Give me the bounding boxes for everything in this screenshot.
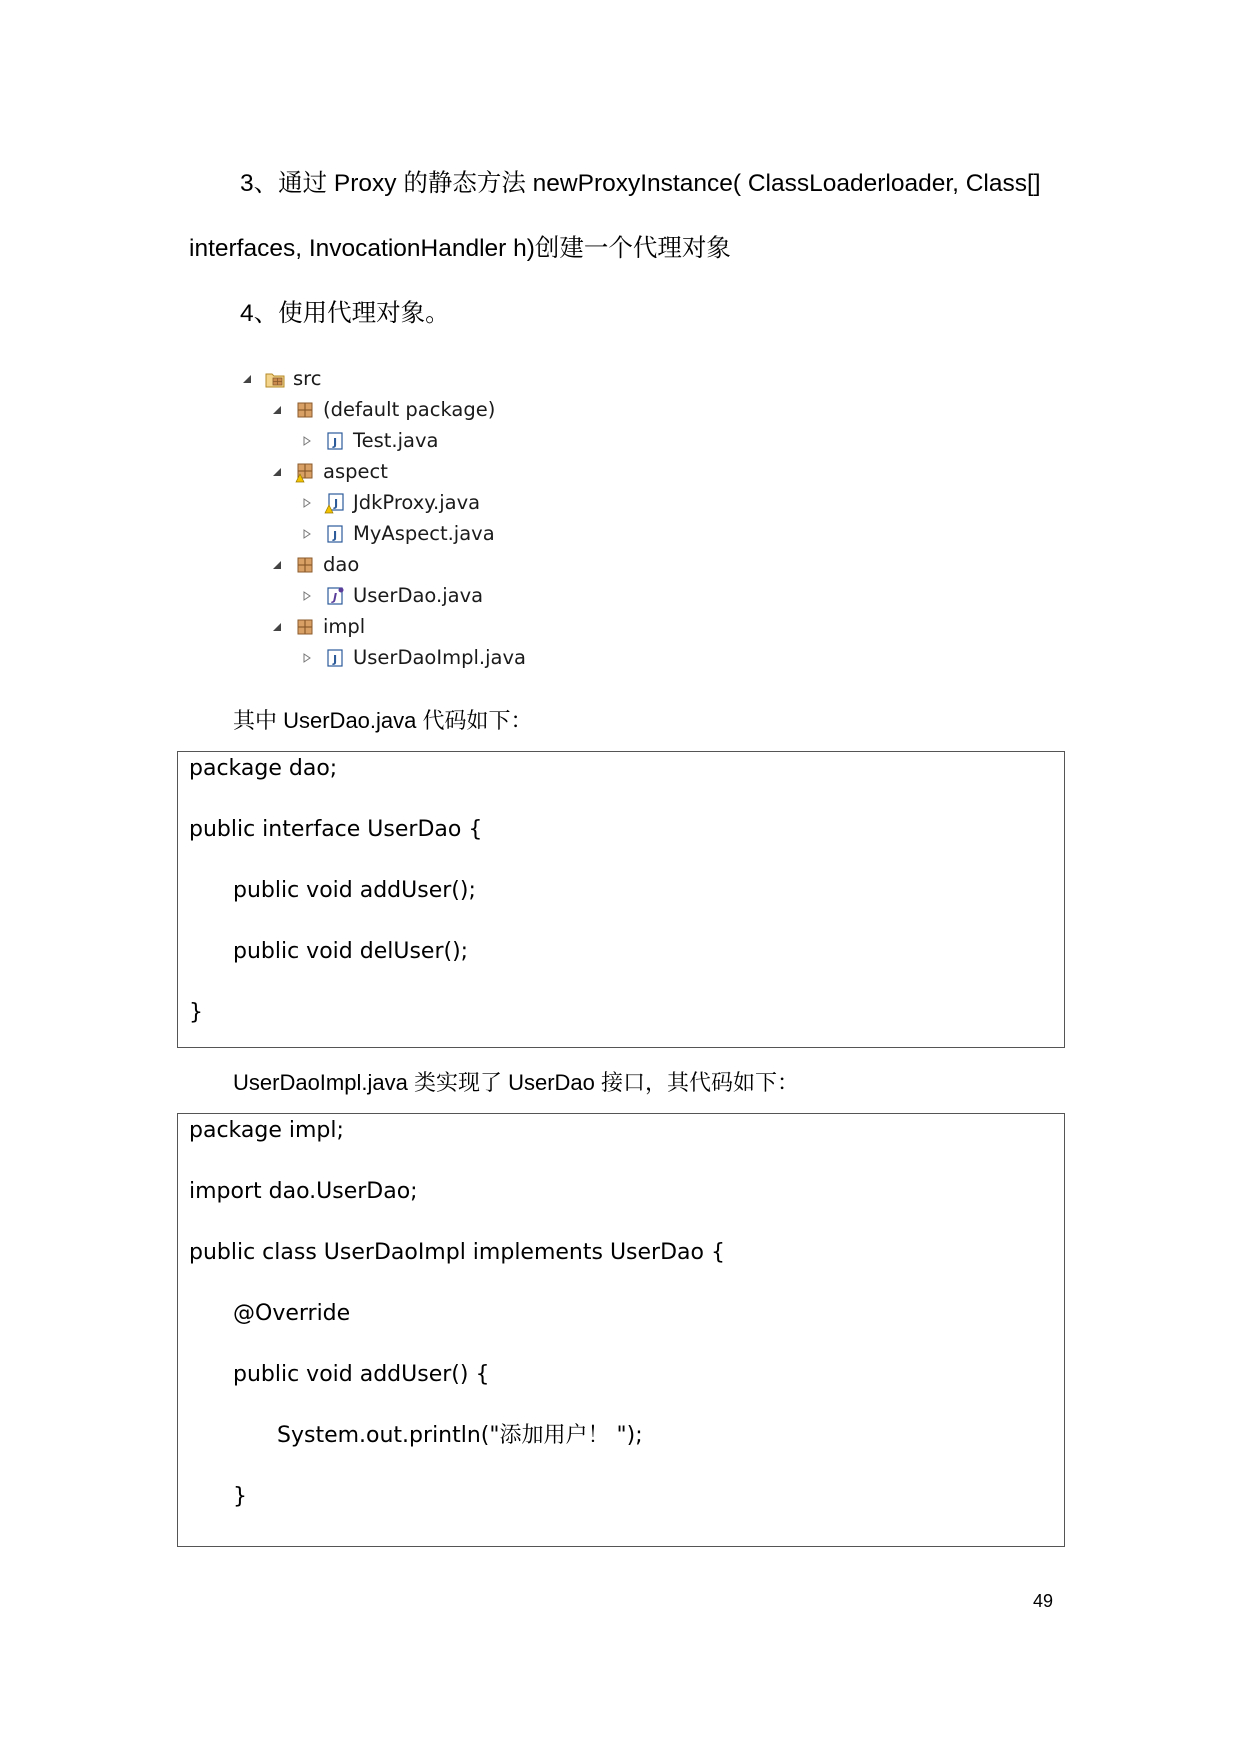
userdaoimpl-caption: UserDaoImpl.java 类实现了 UserDao 接口，其代码如下： [233, 1070, 799, 1095]
collapsed-arrow-icon[interactable] [300, 527, 314, 541]
package-icon [294, 616, 316, 638]
code-line: public void addUser(); [233, 878, 476, 903]
expanded-arrow-icon[interactable] [270, 558, 284, 572]
tree-label: impl [323, 615, 366, 638]
svg-text:J: J [333, 496, 339, 510]
java-file-icon [324, 523, 346, 545]
svg-text:J: J [332, 652, 338, 666]
tree-label: src [293, 367, 322, 390]
java-file-icon [324, 430, 346, 452]
code-line: public class UserDaoImpl implements UserDao { [189, 1240, 725, 1265]
package-icon [294, 554, 316, 576]
tree-node-src[interactable] [240, 363, 321, 394]
tree-node-aspect[interactable] [270, 456, 388, 487]
step3-text-line1: 3、通过 Proxy 的静态方法 newProxyInstance( ClassLoaderloader, Class[] [240, 170, 1041, 197]
code-line: public interface UserDao { [189, 817, 483, 842]
collapsed-arrow-icon[interactable] [300, 434, 314, 448]
package-warning-icon [294, 461, 316, 483]
collapsed-arrow-icon[interactable] [300, 651, 314, 665]
tree-label: JdkProxy.java [353, 491, 481, 514]
tree-node-dao[interactable] [270, 549, 359, 580]
tree-label: MyAspect.java [353, 522, 495, 545]
tree-label: dao [323, 553, 360, 576]
tree-node-test-java[interactable] [300, 425, 438, 456]
tree-node-myaspect-java[interactable] [300, 518, 495, 549]
collapsed-arrow-icon[interactable] [300, 589, 314, 603]
expanded-arrow-icon[interactable] [270, 620, 284, 634]
step4-text: 4、使用代理对象。 [240, 300, 450, 327]
code-line: public void delUser(); [233, 939, 469, 964]
tree-label: Test.java [353, 429, 439, 452]
svg-text:J: J [332, 435, 338, 449]
code-line: } [189, 1000, 203, 1025]
tree-node-impl[interactable] [270, 611, 365, 642]
code-line: @Override [233, 1301, 351, 1326]
tree-label: (default package) [323, 398, 496, 421]
svg-text:J: J [332, 590, 338, 604]
svg-text:J: J [332, 528, 338, 542]
userdao-caption: 其中 UserDao.java 代码如下： [233, 708, 533, 733]
code-line: System.out.println("添加用户！ "); [277, 1423, 643, 1448]
userdaoimpl-code-block [177, 1113, 1065, 1547]
step3-text-line2: interfaces, InvocationHandler h)创建一个代理对象 [189, 235, 731, 262]
expanded-arrow-icon[interactable] [240, 372, 254, 386]
page-number: 49 [1033, 1591, 1054, 1611]
tree-node-default-package[interactable] [270, 394, 495, 425]
expanded-arrow-icon[interactable] [270, 465, 284, 479]
code-line: package dao; [189, 756, 338, 781]
tree-node-userdaoimpl-java[interactable] [300, 642, 526, 673]
tree-node-userdao-java[interactable] [300, 580, 483, 611]
java-file-icon [324, 647, 346, 669]
code-line: import dao.UserDao; [189, 1179, 418, 1204]
code-line: public void addUser() { [233, 1362, 490, 1387]
code-line: package impl; [189, 1118, 344, 1143]
tree-label: UserDaoImpl.java [353, 646, 526, 669]
tree-label: aspect [323, 460, 388, 483]
tree-label: UserDao.java [353, 584, 484, 607]
code-line: } [233, 1484, 247, 1509]
source-folder-icon [264, 368, 286, 390]
java-file-warning-icon [324, 492, 346, 514]
package-icon [294, 399, 316, 421]
expanded-arrow-icon[interactable] [270, 403, 284, 417]
collapsed-arrow-icon[interactable] [300, 496, 314, 510]
tree-node-jdkproxy-java[interactable] [300, 487, 480, 518]
userdao-code-block [177, 751, 1065, 1048]
java-interface-icon [324, 585, 346, 607]
